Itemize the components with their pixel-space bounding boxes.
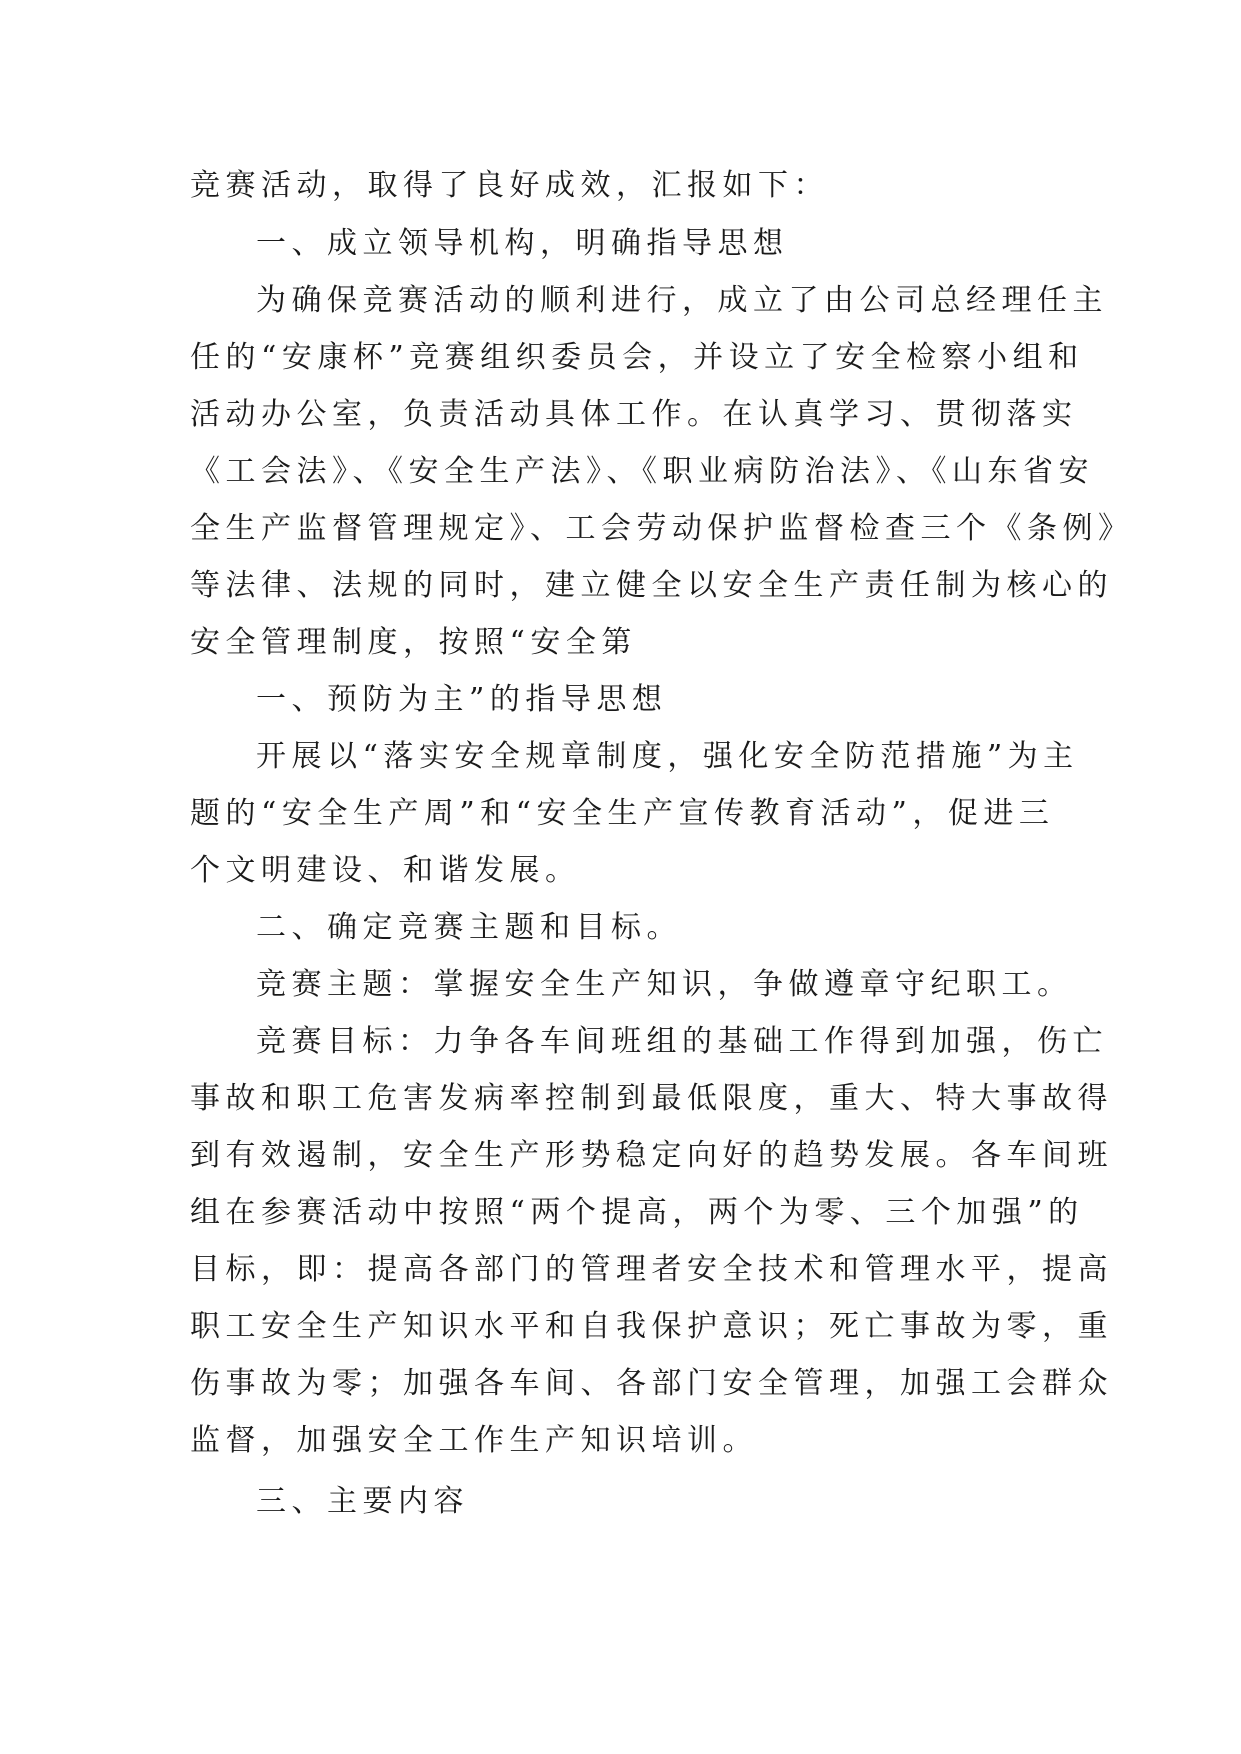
- paragraph-line: 全生产监督管理规定》、工会劳动保护监督检查三个《条例》: [190, 511, 1134, 546]
- paragraph-line: 事故和职工危害发病率控制到最低限度，重大、特大事故得: [190, 1081, 1113, 1116]
- paragraph-line: 活动办公室，负责活动具体工作。在认真学习、贯彻落实: [190, 397, 1078, 432]
- section-heading-1: 一、成立领导机构，明确指导思想: [256, 226, 789, 261]
- paragraph-line: 组在参赛活动中按照“两个提高，两个为零、三个加强”的: [190, 1195, 1084, 1230]
- paragraph-line: 等法律、法规的同时，建立健全以安全生产责任制为核心的: [190, 568, 1113, 603]
- paragraph-line: 任的“安康杯”竞赛组织委员会，并设立了安全检察小组和: [190, 340, 1084, 375]
- paragraph-line: 《工会法》、《安全生产法》、《职业病防治法》、《山东省安: [190, 454, 1094, 489]
- paragraph-line: 为确保竞赛活动的顺利进行，成立了由公司总经理任主: [256, 283, 1108, 318]
- section-heading-2: 二、确定竞赛主题和目标。: [256, 910, 682, 945]
- paragraph-line: 竞赛主题：掌握安全生产知识，争做遵章守纪职工。: [256, 967, 1073, 1002]
- paragraph-line: 竞赛目标：力争各车间班组的基础工作得到加强，伤亡: [256, 1024, 1108, 1059]
- paragraph-line: 到有效遏制，安全生产形势稳定向好的趋势发展。各车间班: [190, 1138, 1113, 1173]
- paragraph-line: 题的“安全生产周”和“安全生产宣传教育活动”，促进三: [190, 796, 1055, 831]
- paragraph-line: 伤事故为零；加强各车间、各部门安全管理，加强工会群众: [190, 1366, 1113, 1401]
- section-heading-3: 三、主要内容: [256, 1484, 469, 1519]
- paragraph-line: 竞赛活动，取得了良好成效，汇报如下：: [190, 168, 829, 203]
- paragraph-line: 监督，加强安全工作生产知识培训。: [190, 1423, 758, 1458]
- paragraph-line: 开展以“落实安全规章制度，强化安全防范措施”为主: [256, 739, 1079, 774]
- paragraph-line: 职工安全生产知识水平和自我保护意识；死亡事故为零，重: [190, 1309, 1113, 1344]
- paragraph-line: 一、预防为主”的指导思想: [256, 682, 668, 717]
- paragraph-line: 安全管理制度，按照“安全第: [190, 625, 637, 660]
- paragraph-line: 个文明建设、和谐发展。: [190, 853, 581, 888]
- paragraph-line: 目标，即：提高各部门的管理者安全技术和管理水平，提高: [190, 1252, 1113, 1287]
